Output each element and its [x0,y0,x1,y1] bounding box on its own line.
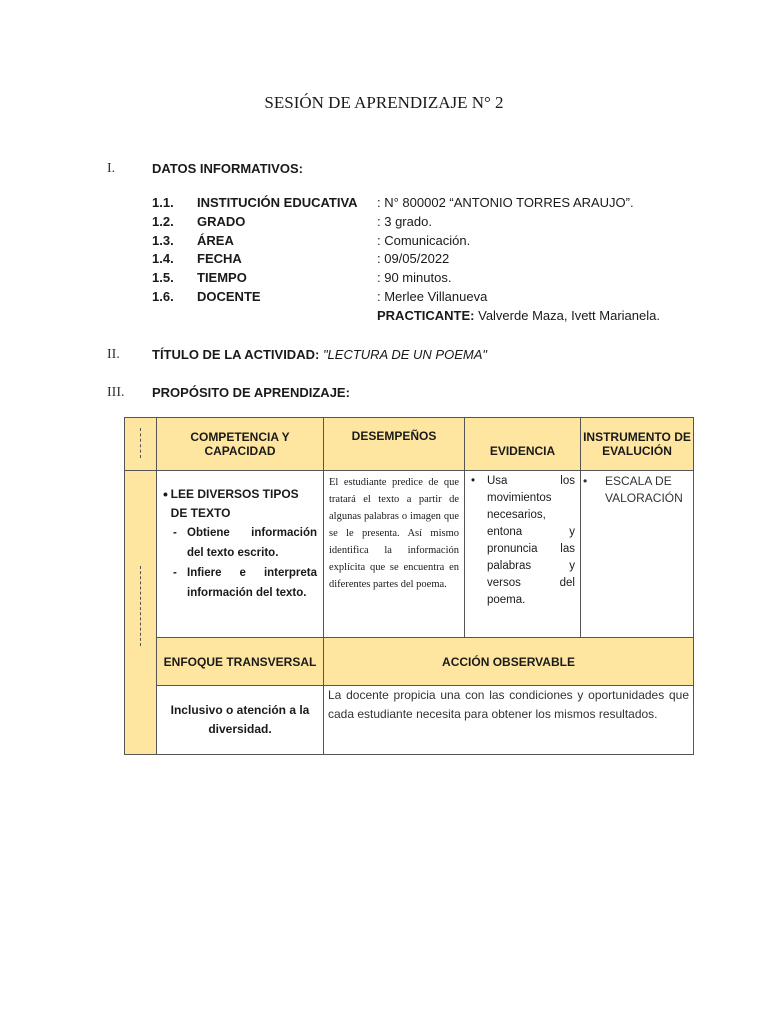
competencia-cell: • LEE DIVERSOS TIPOS DE TEXTO - Obtiene información del texto escrito. - Infiere e interpreta información del texto. [157,471,324,638]
info-value: : 90 minutos. [377,270,452,285]
enfoque-header-row [125,638,694,686]
info-label: DOCENTE [197,289,261,304]
info-label: INSTITUCIÓN EDUCATIVA [197,195,358,210]
header-desempenos: DESEMPEÑOS [324,418,465,471]
section-heading: DATOS INFORMATIVOS: [152,161,303,176]
info-label: TIEMPO [197,270,247,285]
evidencia-text: Usa los movimientos necesarios, entona y pronuncia las palabras y versos del poema. [487,475,575,606]
info-number: 1.5. [152,270,174,285]
capacidad-item: - Infiere e interpreta información del texto. [173,567,317,599]
section-heading: TÍTULO DE LA ACTIVIDAD: [152,347,320,362]
info-number: 1.3. [152,233,174,248]
info-number: 1.4. [152,251,174,266]
info-label: FECHA [197,251,242,266]
info-number: 1.6. [152,289,174,304]
accion-cell [324,686,694,755]
document-title: SESIÓN DE APRENDIZAJE N° 2 [264,93,504,112]
table-header-row [125,418,694,471]
activity-title: "LECTURA DE UN POEMA" [322,347,487,362]
instrumento-cell: • ESCALA DE VALORACIÓN [581,471,694,638]
practicante-label: PRACTICANTE: [377,308,475,323]
capacidad-item: - Obtiene información del texto escrito. [173,527,317,559]
info-label: ÁREA [197,233,234,248]
header-evidencia: EVIDENCIA [465,418,581,471]
practicante-value: Valverde Maza, Ivett Marianela. [474,308,660,323]
section-heading: PROPÓSITO DE APRENDIZAJE: [152,385,350,400]
header-accion: ACCIÓN OBSERVABLE [324,638,694,686]
enfoque-row [125,686,694,755]
info-value: : N° 800002 “ANTONIO TORRES ARAUJO”. [377,195,634,210]
desempeno-cell [324,471,465,638]
info-number: 1.2. [152,214,174,229]
accion-text: La docente propicia una con las condiciones y oportunidades que cada estudiante necesita para obtener los mismos resultados. [328,688,689,721]
side-column [125,471,157,755]
instrumento-text: ESCALA DE VALORACIÓN [605,474,683,505]
header-enfoque: ENFOQUE TRANSVERSAL [157,638,324,686]
evidencia-cell: • Usa los movimientos necesarios, entona y pronuncia las palabras y versos del poema. [465,471,581,638]
proposito-table [124,417,694,755]
info-value: : 3 grado. [377,214,432,229]
info-label: GRADO [197,214,246,229]
section-number: II. [107,347,120,362]
info-value: : Comunicación. [377,233,471,248]
enfoque-cell: Inclusivo o atención a la diversidad. [157,686,324,755]
competencia-main: LEE DIVERSOS TIPOS DE TEXTO [170,487,299,520]
table-row [125,471,694,638]
section-number: III. [107,385,125,400]
info-number: 1.1. [152,195,174,210]
info-value: : 09/05/2022 [377,251,450,266]
header-competencia: COMPETENCIA Y CAPACIDAD [157,418,324,471]
desempeno-text: El estudiante predice de que tratará el texto a partir de algunas palabras o imagen que se le presenta. Así mismo identifica la información explícita que se encuentra en diferentes partes del poema. [329,477,459,590]
header-instrumento: INSTRUMENTO DE EVALUCIÓN [581,418,694,471]
info-value: : Merlee Villanueva [377,289,488,304]
side-header-cell [125,418,157,471]
section-number: I. [107,161,116,176]
